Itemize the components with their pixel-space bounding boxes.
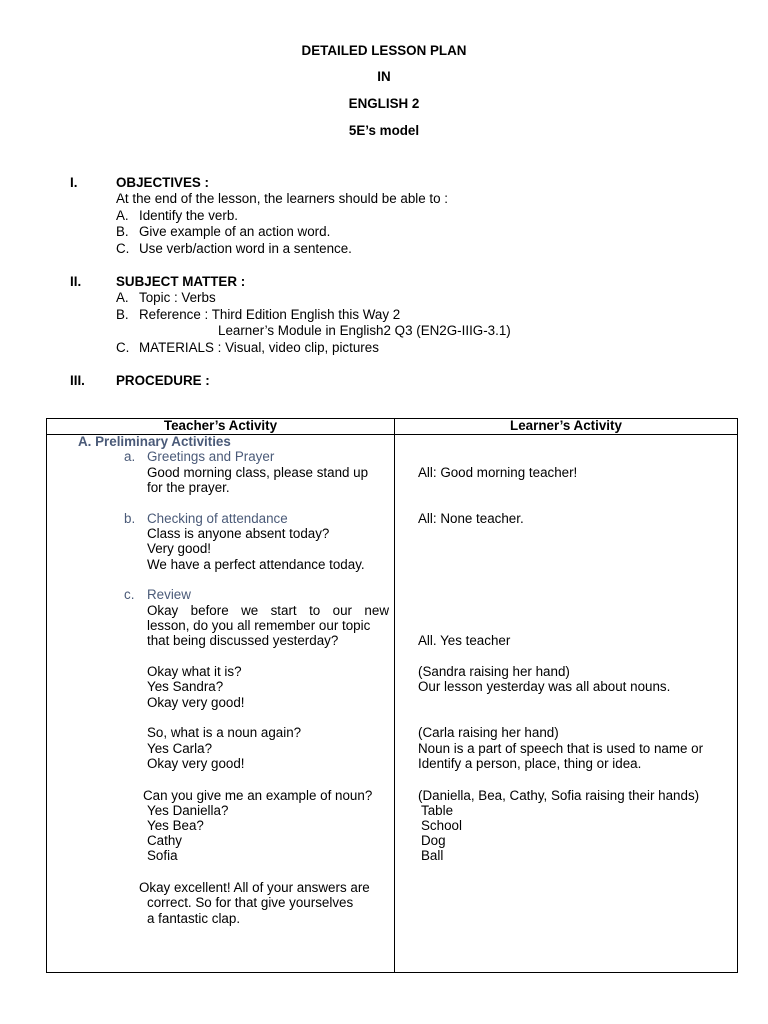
objective-text-c: Use verb/action word in a sentence. xyxy=(139,241,352,256)
teacher-line: Cathy xyxy=(147,833,182,848)
subject-reference: Reference : Third Edition English this Way 2 xyxy=(139,307,401,322)
teacher-line: Yes Sandra? xyxy=(147,679,224,694)
learner-line: (Sandra raising her hand) xyxy=(418,664,570,679)
objective-letter-b: B. xyxy=(116,224,129,239)
teacher-line: Okay very good! xyxy=(147,756,245,771)
teacher-line: Okay what it is? xyxy=(147,664,242,679)
teacher-line: Good morning class, please stand up xyxy=(147,465,369,480)
sub-c-letter: c. xyxy=(124,587,135,602)
teacher-line: So, what is a noun again? xyxy=(147,725,302,740)
objectives-intro: At the end of the lesson, the learners should be able to : xyxy=(116,191,449,206)
subject-letter-c: C. xyxy=(116,340,130,355)
learner-line: (Carla raising her hand) xyxy=(418,725,559,740)
objective-text-a: Identify the verb. xyxy=(139,208,238,223)
learner-line: Noun is a part of speech that is used to name or xyxy=(418,741,704,756)
subject-letter-a: A. xyxy=(116,290,129,305)
objectives-heading: OBJECTIVES : xyxy=(116,175,210,190)
subject-reference-module: Learner’s Module in English2 Q3 (EN2G-IIIG-3.1) xyxy=(218,323,511,338)
objectives-numeral: I. xyxy=(70,175,78,190)
review-heading: Review xyxy=(147,587,191,602)
teacher-line: Class is anyone absent today? xyxy=(147,526,330,541)
learner-line: (Daniella, Bea, Cathy, Sofia raising their hands) xyxy=(418,788,700,803)
teacher-line: a fantastic clap. xyxy=(147,911,241,926)
title-line-4: 5E’s model xyxy=(348,123,420,138)
table-column-divider xyxy=(394,418,395,973)
sub-b-letter: b. xyxy=(124,511,136,526)
objective-text-b: Give example of an action word. xyxy=(139,224,331,239)
teacher-line: lesson, do you all remember our topic xyxy=(147,618,371,633)
title-line-1: DETAILED LESSON PLAN xyxy=(301,43,467,58)
teacher-line: correct. So for that give yourselves xyxy=(147,895,354,910)
objective-letter-c: C. xyxy=(116,241,130,256)
subject-materials: MATERIALS : Visual, video clip, pictures xyxy=(139,340,379,355)
learner-line: Table xyxy=(421,803,454,818)
procedure-heading: PROCEDURE : xyxy=(116,373,210,388)
learner-line: All. Yes teacher xyxy=(418,633,511,648)
teacher-line: Okay excellent! All of your answers are xyxy=(139,880,370,895)
teacher-line: that being discussed yesterday? xyxy=(147,633,339,648)
objective-letter-a: A. xyxy=(116,208,129,223)
learner-line: Our lesson yesterday was all about nouns. xyxy=(418,679,671,694)
teacher-line: Can you give me an example of noun? xyxy=(143,788,373,803)
teacher-line: Very good! xyxy=(147,541,212,556)
teacher-line: We have a perfect attendance today. xyxy=(147,557,365,572)
learner-line: School xyxy=(421,818,462,833)
teacher-line: for the prayer. xyxy=(147,480,230,495)
learner-line: Ball xyxy=(421,848,444,863)
checking-attendance-heading: Checking of attendance xyxy=(147,511,288,526)
teacher-activity-header: Teacher’s Activity xyxy=(163,418,278,433)
learner-line: All: None teacher. xyxy=(418,511,524,526)
learner-line: Dog xyxy=(421,833,446,848)
subject-letter-b: B. xyxy=(116,307,129,322)
learner-line: All: Good morning teacher! xyxy=(418,465,578,480)
procedure-numeral: III. xyxy=(70,373,85,388)
teacher-line: Yes Daniella? xyxy=(147,803,229,818)
teacher-line: Sofia xyxy=(147,848,178,863)
greetings-prayer-heading: Greetings and Prayer xyxy=(147,449,275,464)
sub-a-letter: a. xyxy=(124,449,136,464)
teacher-line: Yes Bea? xyxy=(147,818,204,833)
teacher-line: Yes Carla? xyxy=(147,741,213,756)
learner-activity-header: Learner’s Activity xyxy=(510,418,622,433)
title-line-3: ENGLISH 2 xyxy=(348,96,420,111)
subject-matter-heading: SUBJECT MATTER : xyxy=(116,274,246,289)
learner-line: Identify a person, place, thing or idea. xyxy=(418,756,642,771)
preliminary-activities-heading: A. Preliminary Activities xyxy=(78,434,231,449)
title-line-2: IN xyxy=(377,69,391,84)
teacher-line: Okay very good! xyxy=(147,695,245,710)
subject-matter-numeral: II. xyxy=(70,274,82,289)
teacher-line: Okay before we start to our new xyxy=(147,603,389,618)
subject-topic: Topic : Verbs xyxy=(139,290,216,305)
